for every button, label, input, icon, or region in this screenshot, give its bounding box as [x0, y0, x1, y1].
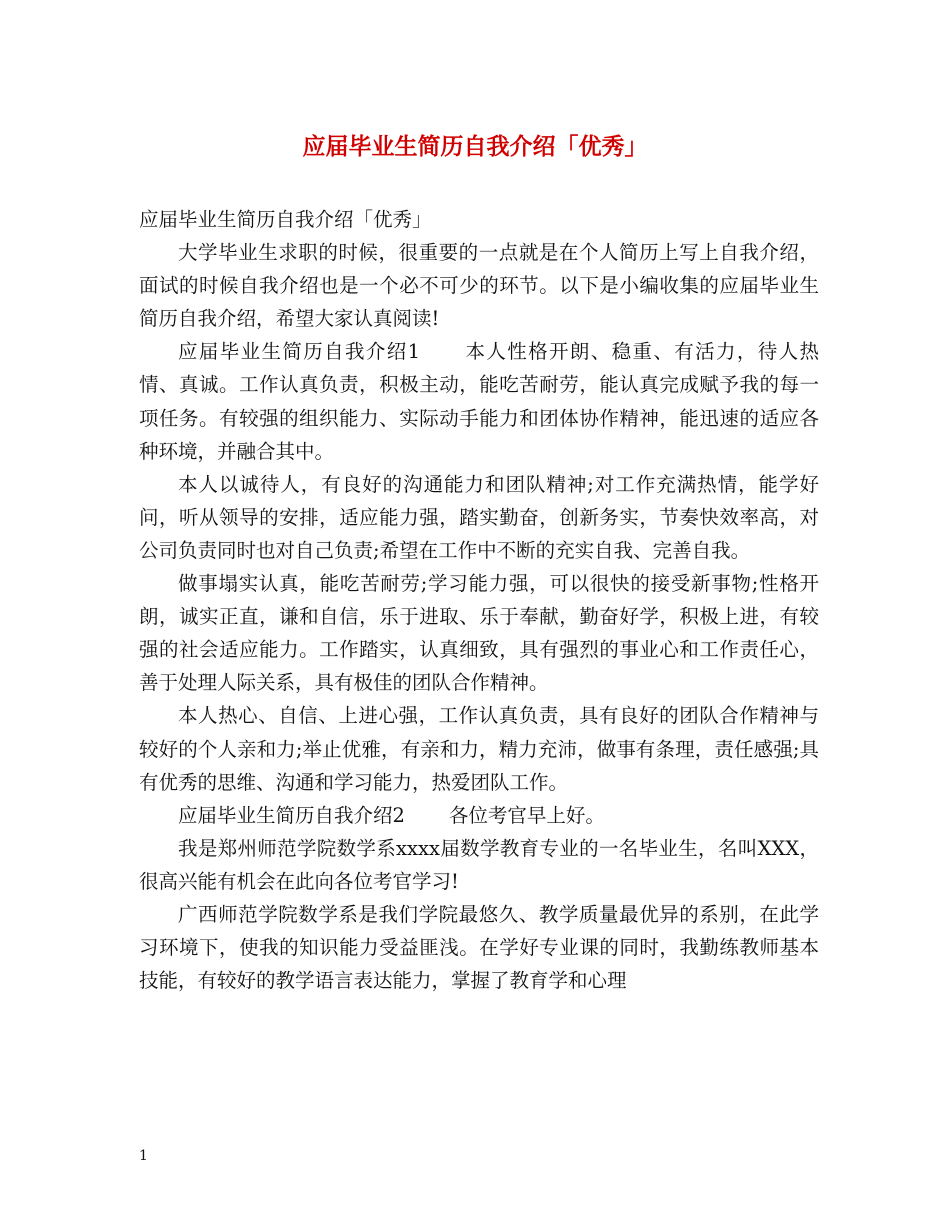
page-number: 1: [139, 1148, 148, 1164]
subtitle-paragraph: 应届毕业生简历自我介绍「优秀」: [139, 208, 432, 231]
document-title: 应届毕业生简历自我介绍「优秀」: [302, 134, 648, 160]
body-paragraph-communication: 本人以诚待人，有良好的沟通能力和团队精神;对工作充满热情，能学好问，听从领导的安排，适应能力强，踏实勤奋，创新务实，节奏快效率高，对公司负责同时也对自己负责;希望在工作中不断的充实自我、完善自我。: [139, 472, 819, 562]
self-intro-2-heading: 应届毕业生简历自我介绍2: [178, 803, 405, 827]
self-intro-2-text: 各位考官早上好。: [448, 803, 605, 827]
self-intro-1-heading: 应届毕业生简历自我介绍1: [178, 340, 421, 364]
intro-paragraph: 大学毕业生求职的时候，很重要的一点就是在个人简历上写上自我介绍，面试的时候自我介绍也是一个必不可少的环节。以下是小编收集的应届毕业生简历自我介绍，希望大家认真阅读!: [139, 241, 819, 331]
body-paragraph-self-introduction: 我是郑州师范学院数学系xxxx届数学教育专业的一名毕业生，名叫XXX，很高兴能有机会在此向各位考官学习!: [139, 836, 819, 893]
self-intro-2-paragraph: [139, 799, 819, 832]
self-intro-1-text: 本人性格开朗、稳重、有活力，待人热情、真诚。工作认真负责，积极主动，能吃苦耐劳，能认真完成赋予我的每一项任务。有较强的组织能力、实际动手能力和团体协作精神，能迅速的适应各种环境，并融合其中。: [139, 340, 819, 463]
body-paragraph-diligence: 做事塌实认真，能吃苦耐劳;学习能力强，可以很快的接受新事物;性格开朗，诚实正直，谦和自信，乐于进取、乐于奉献，勤奋好学，积极上进，有较强的社会适应能力。工作踏实，认真细致，具有强烈的事业心和工作责任心，善于处理人际关系，具有极佳的团队合作精神。: [139, 572, 819, 695]
self-intro-1-paragraph: [139, 335, 819, 467]
body-paragraph-department: 广西师范学院数学系是我们学院最悠久、教学质量最优异的系别，在此学习环境下，使我的知识能力受益匪浅。在学好专业课的同时，我勤练教师基本技能，有较好的教学语言表达能力，掌握了教育学和心理: [139, 902, 819, 993]
body-paragraph-teamwork: 本人热心、自信、上进心强，工作认真负责，具有良好的团队合作精神与较好的个人亲和力;举止优雅，有亲和力，精力充沛，做事有条理，责任感强;具有优秀的思维、沟通和学习能力，热爱团队工作。: [139, 704, 819, 794]
document-body: [139, 203, 819, 997]
